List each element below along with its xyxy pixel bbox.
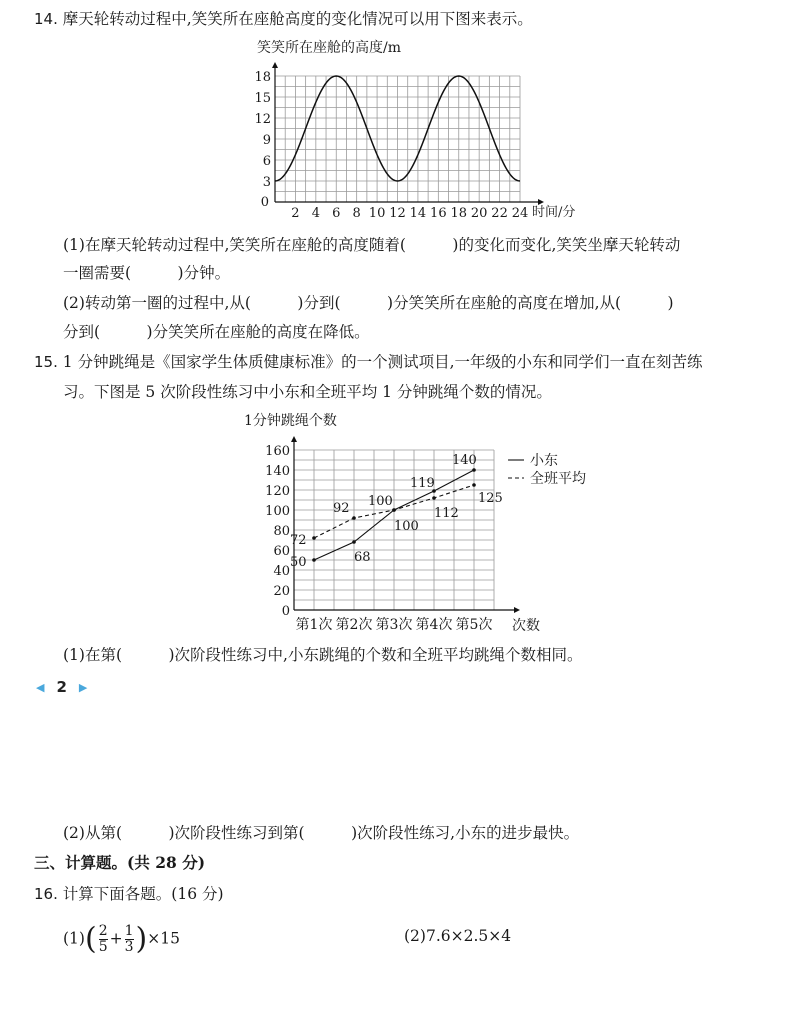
data-point [312, 558, 316, 562]
left-paren-icon: ( [84, 921, 97, 957]
q16-item1-prefix: (1) [63, 929, 85, 948]
x-tick-label: 20 [470, 206, 488, 221]
x-tick-label: 22 [491, 206, 508, 221]
data-point [472, 468, 476, 472]
q14-sub1-line2: 一圈需要( )分钟。 [63, 264, 231, 282]
page-number: 2 [56, 678, 67, 696]
data-label: 100 [368, 494, 393, 509]
x-tick-label: 第4次 [415, 617, 453, 633]
q14-sub1-line1: (1)在摩天轮转动过程中,笑笑所在座舱的高度随着( )的变化而变化,笑笑坐摩天轮转动 [63, 236, 681, 254]
x-axis-label: 次数 [512, 618, 540, 634]
x-axis-arrow-icon [514, 607, 520, 613]
y-tick-label: 140 [265, 464, 290, 479]
y-axis-label: 1分钟跳绳个数 [244, 413, 337, 429]
origin-label: 0 [260, 195, 269, 210]
x-tick-label: 8 [352, 206, 361, 221]
y-tick-label: 80 [273, 524, 290, 539]
q14-prompt [34, 9, 533, 29]
x-tick-label: 4 [311, 206, 320, 221]
x-tick-label: 第1次 [295, 617, 333, 633]
x-tick-label: 10 [368, 206, 386, 221]
x-tick-label: 12 [389, 206, 406, 221]
data-point [352, 540, 356, 544]
right-paren-icon: ) [135, 921, 148, 957]
q15-line1: 1 分钟跳绳是《国家学生体质健康标准》的一个测试项目,一年级的小东和同学们一直在刻苦练 [62, 353, 703, 371]
q15-number: 15. [34, 353, 58, 371]
legend-label-class-average: 全班平均 [530, 471, 586, 487]
y-tick-label: 160 [265, 444, 290, 459]
q16-item1-suffix: ×15 [147, 929, 180, 948]
y-tick-label: 9 [262, 133, 271, 148]
x-tick-label: 第3次 [375, 617, 413, 633]
q14-sub2-line2: 分到( )分笑笑所在座舱的高度在降低。 [63, 323, 370, 341]
data-label: 119 [410, 476, 435, 491]
next-page-icon[interactable]: ▶ [78, 680, 88, 694]
y-tick-label: 100 [265, 504, 290, 519]
data-label: 68 [354, 550, 371, 565]
y-tick-label: 120 [265, 484, 290, 499]
x-tick-label: 6 [332, 206, 341, 221]
x-axis-label: 时间/分 [532, 205, 576, 220]
page-nav [36, 678, 87, 696]
q15-sub1: (1)在第( )次阶段性练习中,小东跳绳的个数和全班平均跳绳个数相同。 [63, 646, 583, 664]
jump-rope-chart [240, 408, 620, 638]
fraction-numerator: 2 [98, 923, 108, 939]
x-tick-label: 18 [450, 206, 468, 221]
data-point [392, 508, 396, 512]
q15-line2: 习。下图是 5 次阶段性练习中小东和全班平均 1 分钟跳绳个数的情况。 [63, 383, 552, 401]
ferris-wheel-height-chart [240, 36, 600, 226]
data-label: 140 [452, 453, 477, 468]
data-label: 100 [394, 519, 419, 534]
data-label: 92 [333, 501, 350, 516]
y-tick-label: 15 [254, 91, 271, 106]
data-label: 72 [290, 533, 307, 548]
fraction-denominator: 5 [98, 939, 108, 955]
data-point [432, 496, 436, 500]
data-point [472, 483, 476, 487]
x-tick-label: 2 [291, 206, 300, 221]
y-tick-label: 6 [262, 154, 271, 169]
section3-heading: 三、计算题。(共 28 分) [34, 853, 206, 872]
q16-prompt [34, 884, 224, 904]
fraction-numerator: 1 [124, 923, 134, 939]
y-axis-label: 笑笑所在座舱的高度/m [257, 40, 401, 56]
y-tick-label: 12 [254, 112, 271, 127]
q15-prompt [34, 352, 703, 372]
y-axis-arrow-icon [272, 62, 278, 68]
y-tick-label: 18 [254, 70, 271, 85]
x-tick-label: 24 [511, 206, 529, 221]
y-tick-label: 20 [273, 584, 290, 599]
data-label: 125 [478, 491, 503, 506]
data-label: 50 [290, 555, 307, 570]
y-tick-label: 40 [273, 564, 290, 579]
x-tick-label: 14 [409, 206, 427, 221]
y-axis-arrow-icon [291, 436, 297, 442]
y-tick-label: 3 [262, 175, 271, 190]
q14-text: 摩天轮转动过程中,笑笑所在座舱高度的变化情况可以用下图来表示。 [62, 10, 533, 28]
q14-number: 14. [34, 10, 58, 28]
data-label: 112 [434, 506, 459, 521]
q16-item2: (2)7.6×2.5×4 [404, 927, 512, 945]
q14-sub2-line1: (2)转动第一圈的过程中,从( )分到( )分笑笑所在座舱的高度在增加,从( ) [63, 294, 674, 312]
legend-label-xiaodong: 小东 [530, 453, 558, 469]
x-tick-label: 第5次 [455, 617, 493, 633]
q16-item1 [63, 921, 180, 957]
x-tick-label: 16 [430, 206, 447, 221]
origin-label: 0 [281, 604, 290, 619]
q15-sub2: (2)从第( )次阶段性练习到第( )次阶段性练习,小东的进步最快。 [63, 824, 580, 842]
fraction-1-3 [125, 924, 134, 955]
plus-sign: + [109, 929, 123, 948]
x-tick-label: 第2次 [335, 617, 373, 633]
data-point [352, 516, 356, 520]
fraction-2-5 [99, 924, 108, 955]
q16-number: 16. [34, 885, 58, 903]
prev-page-icon[interactable]: ◀ [36, 680, 45, 694]
data-point [312, 536, 316, 540]
y-tick-label: 60 [273, 544, 290, 559]
q16-text: 计算下面各题。(16 分) [62, 885, 224, 903]
fraction-denominator: 3 [124, 939, 134, 955]
